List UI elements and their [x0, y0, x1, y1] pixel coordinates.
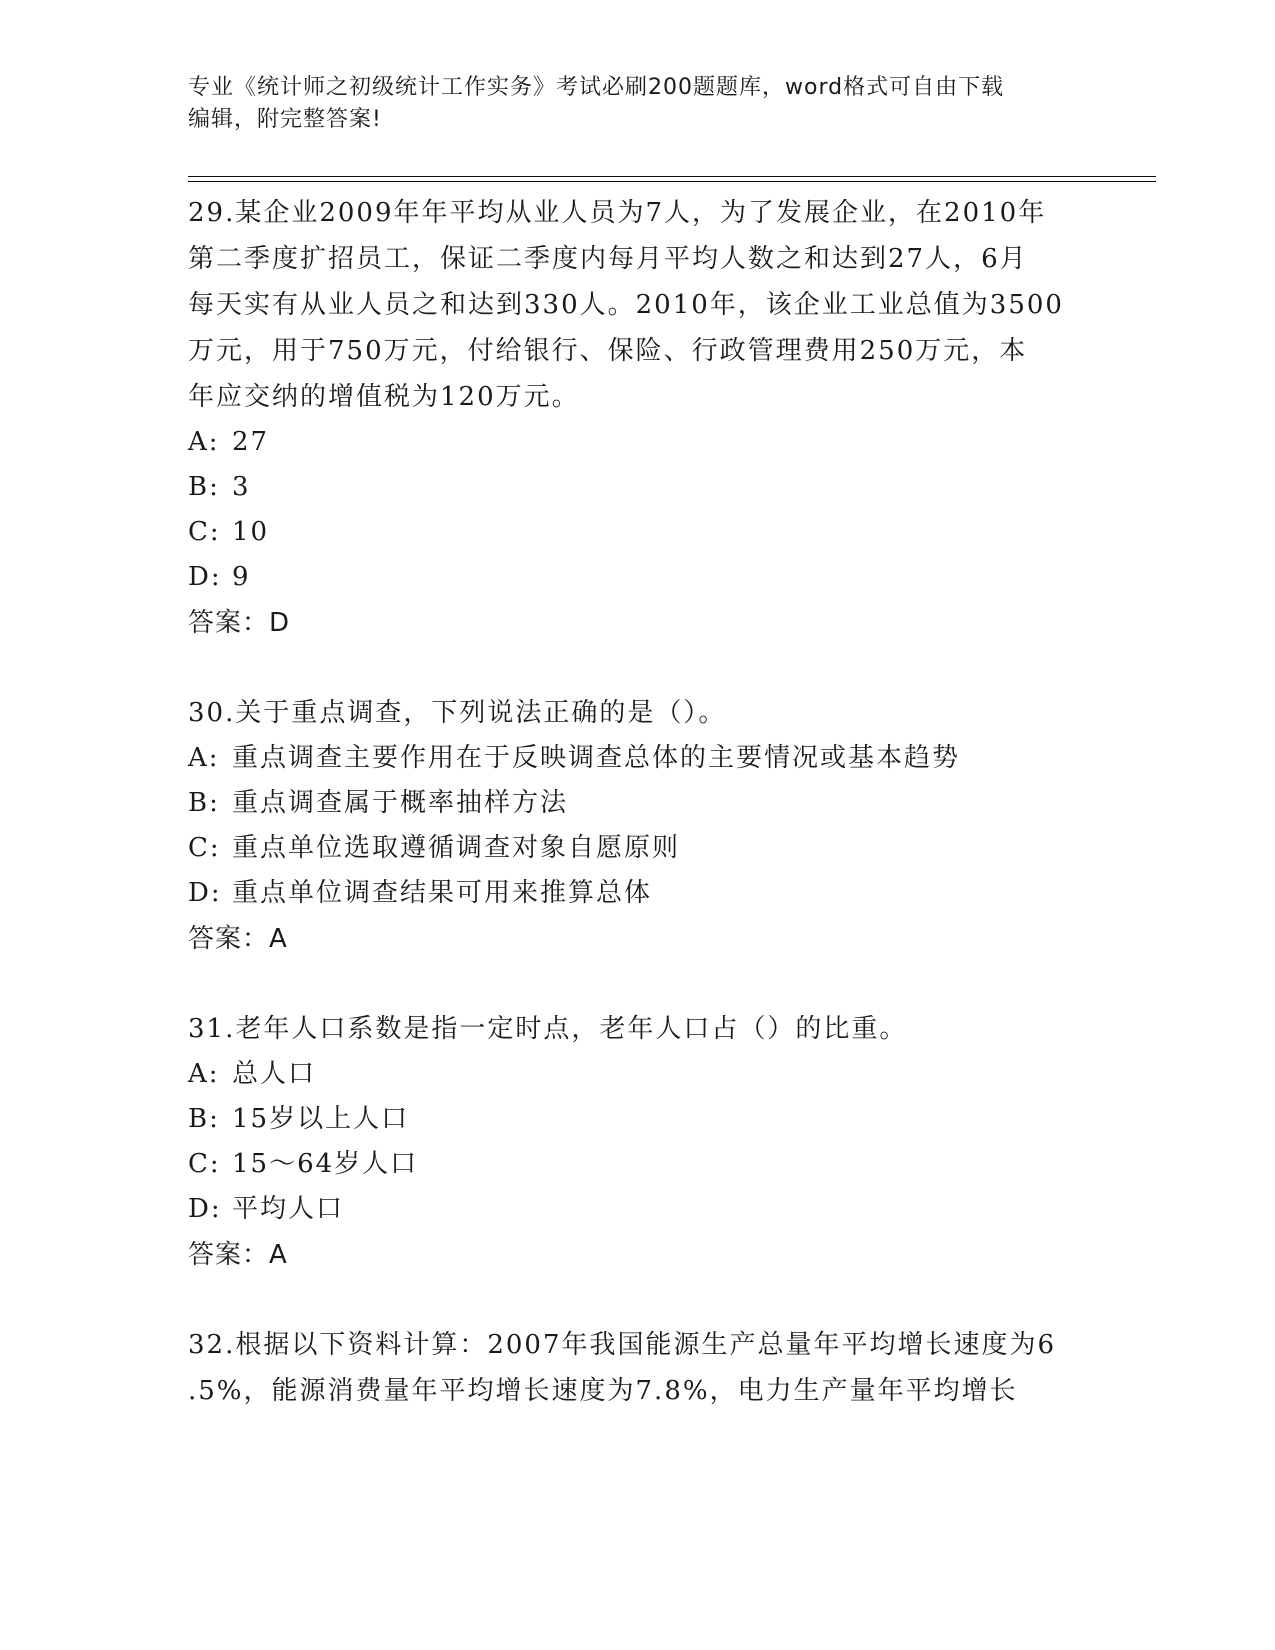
option-d: [188, 555, 1088, 600]
option-text: 10: [232, 517, 270, 547]
option-c: [188, 1142, 1088, 1187]
option-text: 27: [232, 427, 270, 457]
question-line: .5%，能源消费量年平均增长速度为7.8%，电力生产量年平均增长: [188, 1376, 1018, 1406]
option-d: [188, 1187, 1088, 1232]
question-spacer: [188, 962, 1088, 1006]
question-line: 32.根据以下资料计算：2007年我国能源生产总量年平均增长速度为6: [188, 1330, 1057, 1360]
question-spacer: [188, 1278, 1088, 1322]
option-b: [188, 781, 1088, 826]
option-key: C:: [188, 1149, 221, 1179]
option-text: 15岁以上人口: [232, 1104, 410, 1134]
question-30: [188, 690, 1088, 962]
option-key: D:: [188, 878, 222, 908]
header-line-1: 专业《统计师之初级统计工作实务》考试必刷200题题库，word格式可自由下载: [188, 75, 1005, 100]
answer-line: 答案：D: [188, 608, 291, 638]
option-key: B:: [188, 472, 220, 502]
question-line: 30.关于重点调查，下列说法正确的是（）。: [188, 698, 727, 728]
option-key: D:: [188, 1194, 222, 1224]
option-text: 重点调查主要作用在于反映调查总体的主要情况或基本趋势: [232, 743, 961, 773]
option-key: A:: [188, 427, 220, 457]
option-key: B:: [188, 788, 220, 818]
question-29: [188, 190, 1088, 646]
question-31: [188, 1006, 1088, 1278]
option-text: 平均人口: [232, 1194, 345, 1224]
option-a: [188, 1052, 1088, 1097]
question-line: 每天实有从业人员之和达到330人。2010年，该企业工业总值为3500: [188, 290, 1064, 320]
option-key: C:: [188, 833, 221, 863]
option-c: [188, 826, 1088, 871]
option-text: 3: [232, 472, 251, 502]
option-key: A:: [188, 743, 220, 773]
question-list: [188, 190, 1088, 1414]
document-header: [188, 72, 1088, 136]
header-divider-bottom: [188, 181, 1156, 182]
option-text: 15～64岁人口: [232, 1149, 419, 1179]
question-spacer: [188, 646, 1088, 690]
option-b: [188, 1097, 1088, 1142]
answer-line: 答案：A: [188, 1240, 288, 1270]
option-text: 9: [232, 562, 251, 592]
answer-line: 答案：A: [188, 924, 288, 954]
option-a: [188, 736, 1088, 781]
header-divider-top: [188, 176, 1156, 177]
question-32: [188, 1322, 1088, 1414]
option-key: C:: [188, 517, 221, 547]
option-b: [188, 465, 1088, 510]
option-text: 重点调查属于概率抽样方法: [232, 788, 569, 818]
option-text: 重点单位选取遵循调查对象自愿原则: [232, 833, 681, 863]
question-line: 29.某企业2009年年平均从业人员为7人，为了发展企业，在2010年: [188, 198, 1047, 228]
question-line: 万元，用于750万元，付给银行、保险、行政管理费用250万元，本: [188, 336, 1028, 366]
header-line-2: 编辑，附完整答案!: [188, 107, 382, 132]
option-key: A:: [188, 1059, 220, 1089]
question-line: 第二季度扩招员工，保证二季度内每月平均人数之和达到27人，6月: [188, 244, 1028, 274]
question-line: 31.老年人口系数是指一定时点，老年人口占（）的比重。: [188, 1014, 908, 1044]
option-text: 重点单位调查结果可用来推算总体: [232, 878, 653, 908]
option-a: [188, 420, 1088, 465]
option-d: [188, 871, 1088, 916]
option-text: 总人口: [232, 1059, 317, 1089]
option-key: B:: [188, 1104, 220, 1134]
option-key: D:: [188, 562, 222, 592]
question-line: 年应交纳的增值税为120万元。: [188, 382, 580, 412]
option-c: [188, 510, 1088, 555]
